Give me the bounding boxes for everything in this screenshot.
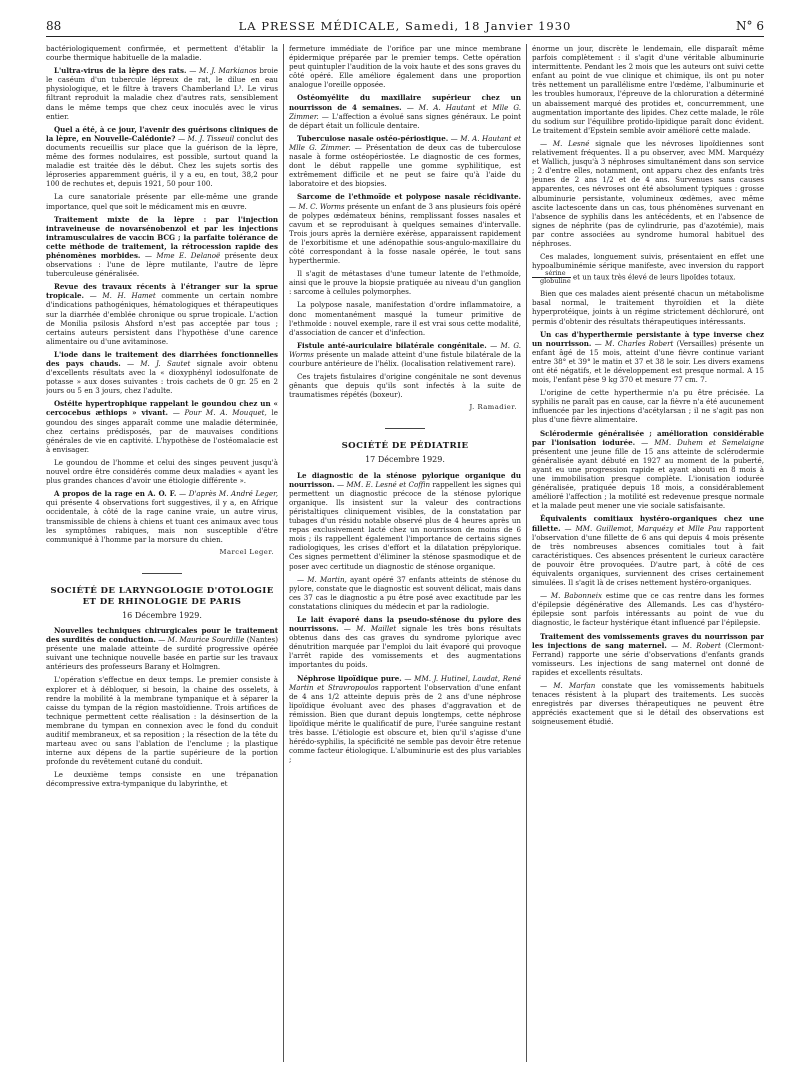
section-title: SOCIÉTÉ DE PÉDIATRIE xyxy=(341,441,469,452)
article xyxy=(289,93,521,129)
article-author: — M. Babonneix xyxy=(540,591,603,601)
article-text: présente un malade atteint d'une fistule bilatérale de la courbure antérieure de l'hélix. (localisation relativement rare). xyxy=(289,349,521,368)
paragraph xyxy=(532,139,764,248)
article-author: — M. J. Markianos xyxy=(189,66,257,76)
article-text: le goundou des singes apparaît comme une maladie déterminée, chez certains prédisposés, par de mauvaises conditions générales de vie en captivité. L'hypothèse de l'ostéomalacie est à envisager. xyxy=(46,408,278,454)
section-separator xyxy=(142,573,182,574)
article-author: — D'après M. André Leger, xyxy=(179,489,278,499)
column-2 xyxy=(289,44,521,1064)
article-text: qui présente 4 observations fort suggestives, il y a, en Afrique occidentale, à côté de la rage canine vraie, un autre virus, transmissible de chiens à chiens et tuant ces animaux avec tous les symptômes rabiques, mais non susceptible d'être communiqué à l'homme par la morsure du chien. xyxy=(46,498,278,544)
article-text: conclut des documents recueillis sur place que la guérison de la lèpre, même des formes nodulaires, est possible, surtout quand la maladie est traitée dès le début. Chez les sujets sortis des léproseries apparemment guéris, il y a eu, en tout, 38,2 pour 100 de rechutes et, depuis 1921, 50 pour 100. xyxy=(46,133,278,189)
article-text: (Versailles) présente un enfant âgé de 15 mois, atteint d'une fièvre continue variant entre 38° et 39° le matin et 37 et 38 le soir. Les divers examens ont été négatifs, et le développement est presque normal. A 15 mois, l'enfant pèse 9 kg 370 et mesure 77 cm. 7. xyxy=(532,338,764,385)
article-text: (Nantes) présente une malade atteinte de surdité progressive opérée suivant une technique nouvelle basée en partie sur les travaux antérieurs des professeurs Barany et Holmgren. xyxy=(46,635,278,672)
article-text: présente un enfant de 3 ans plusieurs fois opéré de polypes œdémateux bénins, remplissant fosses nasales et cavum et se reproduisant à quelques semaines d'intervalle. Trois jours après la dernière exérèse, apparaissent rapidement de l'exorbitisme et une adénopathie sous-angulo-maxillaire du côté correspondant à la fosse nasale opérée, le tout sans hyperthermie. xyxy=(289,201,521,266)
article-title: Nouvelles techniques chirurgicales pour le traitement des surdités de conduction. xyxy=(46,625,278,645)
article-text: estime que ce cas rentre dans les formes d'épilepsie dégénérative des Allemands. Les cas d'hystéro-épilepsie sont parfois intéressants au point de vue du diagnostic, le facteur hystérique étant influencé par l'épilepsie. xyxy=(532,591,764,628)
article-author: — M. Maurice Sourdille xyxy=(158,635,245,645)
article-title: Traitement des vomissements graves du nourrisson par les injections de sang maternel. xyxy=(532,631,764,650)
article-author: — M. C. Worms xyxy=(289,201,345,211)
article-author: — Mme E. Delanoë xyxy=(144,250,221,260)
article-text: constate que les vomissements habituels tenaces résistent à la plupart des traitements. Les succès enregistrés par diverses thérapeutiques ne peuvent être appréciés exactement que si le détail des observations est soigneusement étudié. xyxy=(532,681,764,727)
fraction-numerator: sérine xyxy=(532,270,571,278)
section-date: 17 Décembre 1929. xyxy=(365,455,445,465)
article-text: ayant opéré 37 enfants atteints de sténose du pylore, constate que le diagnostic est souvent délicat, mais dans ces 37 cas le diagnostic a pu être posé avec exactitude par les constatations cliniques du médecin et par la radiologie. xyxy=(289,574,521,611)
fraction-denominator: globuline xyxy=(540,277,571,286)
article-author: — M. Lesné xyxy=(540,138,590,148)
article-title: L'ultra-virus de la lèpre des rats. xyxy=(54,66,187,76)
article-title: Traitement mixte de la lèpre : par l'injection intraveineuse de novarsénobenzol et par les injections intramusculaires de vaccin BCG ; la parfaite tolérance de cette méthode de traitement, la rétrocession rapide des phénomènes morbides. xyxy=(46,214,278,260)
article-text: présente deux observations : l'une de lèpre mutilante, l'autre de lèpre tuberculeuse généralisée. xyxy=(46,250,278,279)
section-title: SOCIÉTÉ DE LARYNGOLOGIE D'OTOLOGIE ET DE RHINOLOGIE DE PARIS xyxy=(50,585,274,607)
paragraph: bactériologiquement confirmée, et permettent d'établir la courbe thermique habituelle de la maladie. xyxy=(46,44,278,63)
article-author: — M. Charles Robert xyxy=(594,338,674,348)
paragraph xyxy=(289,575,521,611)
article xyxy=(289,192,521,265)
column-1 xyxy=(46,44,278,1064)
article-text: signale que les névroses lipoïdiennes sont relativement fréquentes. Il a pu observer, avec MM. Marquézy et Wallich, jusqu'à 3 néphroses simultanément dans son service ; 2 d'entre elles, notamment, ont apparu chez des enfants très jeunes de 2 ans 1/2 et de 4 ans. Survenues sans causes apparentes, ces névroses ont été absolument typiques : grosse albuminurie persistante, volumineux œdèmes, avec même ascite lactescente dans un cas, tous phénomènes survenant en l'absence de syphilis dans les antécédents, et en l'absence de signes de néphrite (pas de cylindrurie, pas d'azotémie), mais par contre associées au syndrome humoral habituel des néphroses. xyxy=(532,138,764,248)
article-title: Le lait évaporé dans la pseudo-sténose du pylore des nourrissons. xyxy=(289,614,521,634)
article-author: — M. J. Tisseuil xyxy=(177,133,235,143)
article-text: et un taux très élevé de leurs lipoïdes totaux. xyxy=(572,272,736,282)
article xyxy=(532,514,764,587)
paragraph xyxy=(532,681,764,726)
article-text: signale avoir obtenu d'excellents résultats avec la « dioxyphényl iodosulfonate de potasse » aux doses suivantes : trois cachets de 0 gr. 25 en 2 jours ou 5 en 3 jours, chez l'adulte. xyxy=(46,359,278,396)
article xyxy=(46,215,278,279)
article xyxy=(289,134,521,189)
paragraph: La cure sanatoriale présente par elle-même une grande importance, quel que soit le médicament mis en œuvre. xyxy=(46,192,278,211)
article-text: rapportent l'observation d'une fillette de 6 ans qui depuis 4 mois présente de très nombreuses absences comitiales tout à fait caractéristiques. Ces absences présentent le curieux caractère de pouvoir être provoquées. D'autre part, à côté de ces équivalents organiques, surviennent des crises certainement simulées. Il s'agit là de crises nettement hystéro-organiques. xyxy=(532,523,764,588)
article xyxy=(46,489,278,544)
issue-number: N° 6 xyxy=(736,19,764,33)
article xyxy=(46,350,278,395)
article-text: rapportent l'observation d'une enfant de 4 ans 1/2 atteinte depuis près de 2 ans d'une néphrose lipoïdique évoluant avec des phases d'aggravation et de rémission. Bien que durant depuis longtemps, cette néphrose lipoïdique mérite le qualificatif de pure, l'urée sanguine restant très basse. L'étiologie est obscure et, bien qu'il s'agisse d'une hérédo-syphilis, la spécificité ne semble pas devoir être retenue comme facteur étiologique. L'albuminurie est des plus variables ; xyxy=(289,682,521,765)
journal-title: LA PRESSE MÉDICALE, Samedi, 18 Janvier 1930 xyxy=(238,19,572,33)
paragraph: Il s'agit de métastases d'une tumeur latente de l'ethmoïde, ainsi que le prouve la biopsie pratiquée au niveau d'un ganglion : sarcome à cellules polymorphes. xyxy=(289,269,521,297)
article-author: — M. A. Hautant et Mlle G. Zimmer. xyxy=(289,102,521,121)
article-author: — Pour M. A. Mouquet, xyxy=(172,408,267,418)
article xyxy=(532,330,764,385)
article-title: Équivalents comitiaux hystéro-organiques chez une fillette. xyxy=(532,514,764,533)
page-number: 88 xyxy=(46,19,62,33)
paragraph: L'origine de cette hyperthermie n'a pu être précisée. La syphilis ne paraît pas en cause, car la fièvre n'a été aucunement influencée par les injections d'acétylarsan ; il ne s'agit pas non plus d'une fièvre alimentaire. xyxy=(532,388,764,425)
article-author: — MM. Guillemot, Marquézy et Mlle Pau xyxy=(564,523,722,533)
paragraph: Bien que ces malades aient présenté chacun un métabolisme basal normal, le traitement thyroïdien et la diète hyperprotéique, joints à un régime strictement déchloruré, ont permis d'obtenir des résultats thérapeutiques intéressants. xyxy=(532,289,764,326)
article xyxy=(46,282,278,346)
article-title: A propos de la rage en A. O. F. xyxy=(54,489,177,499)
paragraph: Le goundou de l'homme et celui des singes peuvent jusqu'à nouvel ordre être considérés comme deux maladies « ayant les plus grandes chances d'avoir une étiologie différente ». xyxy=(46,457,278,486)
article-text: rappellent les signes qui permettent un diagnostic précoce de la sténose pylorique organique. Ils insistent sur la valeur des contractions péristaltiques cliniquement visibles, de la constatation par tubages d'un résidu notable observé plus de 4 heures après un repas exclusivement lacté chez un nourrisson de moins de 6 mois ; ils rappellent également l'importance de certains signes radiologiques, les crises d'effort et la dilatation prépylorique. Ces signes permettent d'éliminer la sténose spasmodique et de poser avec certitude un diagnostic de sténose organique. xyxy=(289,479,521,571)
article-author: — M. Marfan xyxy=(540,681,596,690)
article-title: Ostéomyélite du maxillaire supérieur chez un nourrisson de 4 semaines. xyxy=(289,93,521,112)
article-title: Ostéite hypertrophique rappelant le goundou chez un « cercocebus æthiops » vivant. xyxy=(46,399,278,418)
article xyxy=(289,471,521,571)
article-author: — M. G. Worms xyxy=(289,340,521,359)
article xyxy=(46,399,278,454)
article xyxy=(46,66,278,121)
paragraph: fermeture immédiate de l'orifice par une mince membrane épidermique préparée par le premier temps. Cette opération peut quintupler l'audition de la voix haute et des sons graves du côté opéré. Elle améliore également dans une proportion analogue l'oreille opposée. xyxy=(289,44,521,90)
paragraph xyxy=(532,252,764,285)
paragraph: Le deuxième temps consiste en une trépanation décompressive extra-tympanique du labyrinthe, et xyxy=(46,770,278,789)
article-text: commente un certain nombre d'indications pathogéniques, hématologiques et thérapeutiques sur la diarrhée d'emblée chronique ou sprue tropicale. L'action de Monilia psilosis Ahsford n'est pas acceptée par tous ; certains auteurs persistent dans l'hypothèse d'une carence alimentaire ou d'une avitaminose. xyxy=(46,291,278,346)
article xyxy=(532,429,764,511)
article-author: — MM. E. Lesné et Coffin xyxy=(336,479,431,489)
article xyxy=(46,626,278,671)
page-header xyxy=(46,18,764,37)
article xyxy=(289,674,521,765)
article-title: Revue des travaux récents à l'étranger sur la sprue tropicale. xyxy=(46,282,278,301)
article-title: Fistule anté-auriculaire bilatérale congénitale. xyxy=(297,340,487,350)
article-author: — MM. J. Hutinel, Laudat, René Martin et Stravropoulos xyxy=(289,673,521,692)
article-text: (Clermont-Ferrand) rapporte une série d'observations d'enfants grands vomisseurs. Les injections de sang maternel ont donné de rapides et excellents résultats. xyxy=(532,640,764,677)
column-3 xyxy=(532,44,764,1064)
article-title: Un cas d'hyperthermie persistante à type inverse chez un nourrisson. xyxy=(532,329,764,348)
article-text: Ces malades, longuement suivis, présentaient en effet une hypoalbuminémie sérique manifeste, avec inversion du rapport xyxy=(532,252,764,271)
signature: J. Ramadier. xyxy=(469,403,517,412)
section-separator xyxy=(385,428,425,429)
article-author: — MM. Duhem et Semelaigne xyxy=(641,437,764,447)
paragraph xyxy=(532,591,764,627)
paragraph: L'opération s'effectue en deux temps. Le premier consiste à explorer et à débloquer, si besoin, la chaine des osselets, à rendre la mobilité à la membrane tympanique et à séparer la caisse du tympan de la région mastoïdienne. Trois artifices de technique permettent cette réalisation : la désinsertion de la membrane du tympan en connexion avec le fond du conduit auditif membraneux, et sa reposition ; la résection de la tête du marteau avec ou sans l'ablation de l'enclume ; la plastique interne aux dépens de la partie supérieure de la portion profonde du revêtement cutané du conduit. xyxy=(46,675,278,767)
article-text: — L'affection a évolué sans signes généraux. Le point de départ était un follicule dentaire. xyxy=(289,111,521,130)
article-title: Sclérodermie généralisée ; amélioration considérable par l'ionisation iodurée. xyxy=(532,428,764,447)
signature: Marcel Leger. xyxy=(219,547,274,556)
article-text: présentent une jeune fille de 15 ans atteinte de sclérodermie généralisée ayant débuté en 1927 au moment de la puberté, ayant eu une progression rapide et ayant abouti en 8 mois à une immobilisation presque complète. L'ionisation iodurée généralisée, pratiquée depuis 18 mois, a considérablement amélioré l'affection ; la motilité est redevenue presque normale et la malade peut mener une vie sociale satisfaisante. xyxy=(532,446,764,511)
paragraph: énorme un jour, discrète le lendemain, elle disparaît même parfois complètement : il s'agit d'une véritable albuminurie intermittente. Pendant les 2 mois que les auteurs ont suivi cette enfant au point de vue clinique et chimique, ils ont pu noter très nettement un parallélisme entre l'œdème, l'albuminurie et les troubles humoraux, l'épreuve de la chloruration a déterminé un abaissement marqué des protides et, concurremment, une augmentation importante des lipides. Chez cette malade, le rôle du sodium sur l'équilibre protido-lipidique paraît donc évident. Le traitement d'Epstein semble avoir amélioré cette malade. xyxy=(532,44,764,135)
article-title: Tuberculose nasale ostéo-périostique. xyxy=(297,133,449,143)
article xyxy=(289,615,521,670)
article-text: — Présentation de deux cas de tuberculose nasale à forme ostéopériostée. Le diagnostic de ces formes, dont le début rappelle une gomme syphilitique, est extrêmement difficile et ne peut se faire qu'à l'aide du laboratoire et des biopsies. xyxy=(289,142,521,189)
article-title: Le diagnostic de la sténose pylorique organique du nourrisson. xyxy=(289,470,521,489)
article-author: — M. Maillet xyxy=(343,624,397,634)
article xyxy=(289,341,521,368)
fraction xyxy=(532,270,571,285)
article-author: — M. Martin, xyxy=(297,574,347,584)
paragraph: Ces trajets fistulaires d'origine congénitale ne sont devenus gênants que depuis qu'ils sont infectés à la suite de traumatismes répétés (boxeur). xyxy=(289,372,521,400)
newspaper-page xyxy=(46,18,764,1068)
article xyxy=(532,632,764,677)
article-text: signale les très bons résultats obtenus dans des cas graves du syndrome pylorique avec dénutrition marquée par l'emploi du lait évaporé qui provoque l'arrêt rapide des vomissements et des augmentations importantes du poids. xyxy=(289,624,521,670)
article-title: Néphrose lipoïdique pure. xyxy=(297,673,402,683)
article-author: — M. H. Hamet xyxy=(89,291,156,301)
article xyxy=(46,125,278,189)
article-text: broie le caséum d'un tubercule lépreux de rat, le dilue en eau physiologique, et le filtre à travers Chamberland L³. Le virus filtrant reproduit la maladie chez d'autres rats, sensiblement dans le même temps que chez ceux inoculés avec le virus entier. xyxy=(46,66,278,121)
section-date: 16 Décembre 1929. xyxy=(122,610,202,620)
columns xyxy=(46,44,764,1064)
article-title: Sarcome de l'ethmoïde et polypose nasale récidivante. xyxy=(297,192,521,202)
article-author: — M. J. Sautet xyxy=(126,359,191,368)
article-author: — M. Robert xyxy=(671,640,721,650)
article-author: — M. A. Hautant et Mlle G. Zimmer. xyxy=(289,133,521,152)
article-title: L'iode dans le traitement des diarrhées fonctionnelles des pays chauds. xyxy=(46,349,278,368)
article-title: Quel a été, à ce jour, l'avenir des guérisons cliniques de la lèpre, en Nouvelle-Calédonie? xyxy=(46,124,278,143)
paragraph: La polypose nasale, manifestation d'ordre inflammatoire, a donc momentanément masqué la tumeur primitive de l'ethmoïde : nouvel exemple, rare il est vrai sous cette modalité, d'association de cancer et d'infection. xyxy=(289,300,521,337)
